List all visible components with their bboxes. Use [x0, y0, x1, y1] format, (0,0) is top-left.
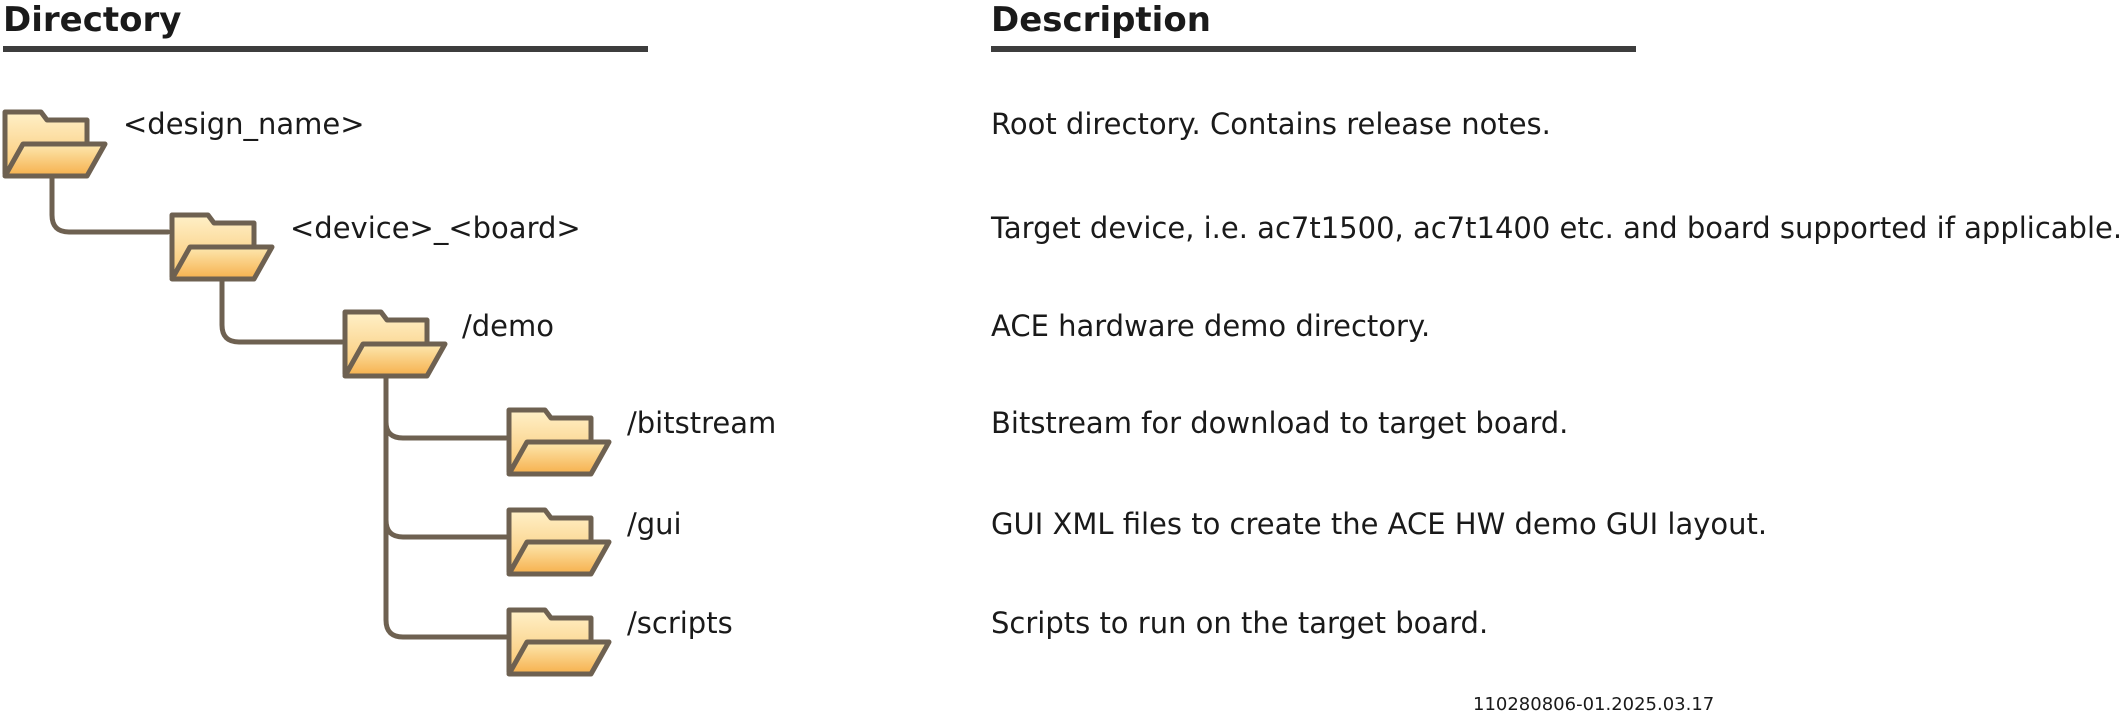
- tree-item-description: Target device, i.e. ac7t1500, ac7t1400 etc. and board supported if applicable.: [991, 211, 2122, 245]
- folder-icon: [509, 610, 609, 674]
- description-header: Description: [991, 0, 1211, 40]
- folder-icon: [5, 112, 105, 176]
- connector-line: [222, 280, 342, 342]
- connector-line: [386, 378, 506, 438]
- tree-item-description: Bitstream for download to target board.: [991, 406, 1569, 440]
- folder-icon: [345, 312, 445, 376]
- folder-icon: [172, 215, 272, 279]
- directory-header: Directory: [3, 0, 182, 40]
- folder-icon: [509, 510, 609, 574]
- tree-item-description: Scripts to run on the target board.: [991, 606, 1489, 640]
- tree-item-description: ACE hardware demo directory.: [991, 309, 1431, 343]
- connector-line: [52, 175, 168, 232]
- tree-item-description: GUI XML files to create the ACE HW demo GUI layout.: [991, 507, 1768, 541]
- folder-icon: [509, 410, 609, 474]
- tree-item-label: /demo: [462, 309, 555, 343]
- tree-item-description: Root directory. Contains release notes.: [991, 107, 1551, 141]
- document-code: 110280806-01.2025.03.17: [1473, 694, 1715, 715]
- tree-item-label: <design_name>: [123, 107, 365, 141]
- tree-item-label: /scripts: [627, 606, 733, 640]
- tree-item-label: <device>_<board>: [290, 211, 581, 245]
- tree-item-label: /bitstream: [627, 406, 777, 440]
- tree-item-label: /gui: [627, 507, 682, 541]
